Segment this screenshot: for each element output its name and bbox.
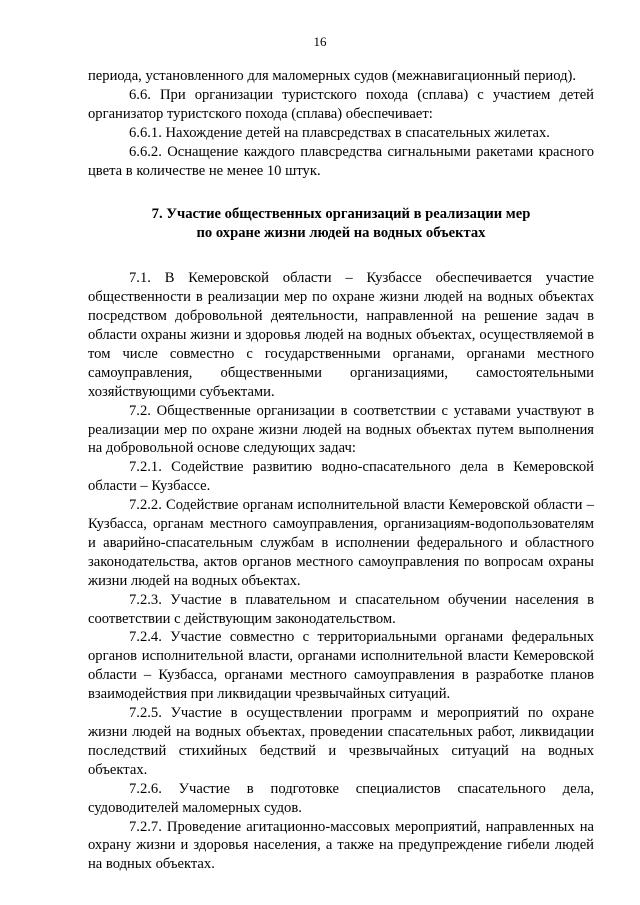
- section-heading-line: 7. Участие общественных организаций в реализации мер: [151, 206, 531, 223]
- paragraph: 7.2.2. Содействие органам исполнительной власти Кемеровской области – Кузбасса, органам местного самоуправления, организациям-водопользователям и аварийно-спасательным службам в исполнении федерального и областного законодательства, актов органов местного самоуправления по вопросам охраны жизни людей на водных объектах.: [88, 497, 594, 589]
- section-heading-line: по охране жизни людей на водных объектах: [196, 225, 486, 242]
- paragraph: 7.2. Общественные организации в соответствии с уставами участвуют в реализации мер по охране жизни людей на водных объектах путем выполнения на добровольной основе следующих задач:: [88, 402, 594, 457]
- paragraph: 6.6. При организации туристского похода (сплава) с участием детей организатор туристского похода (сплава) обеспечивает:: [88, 86, 594, 122]
- paragraph: 7.1. В Кемеровской области – Кузбассе обеспечивается участие общественности в реализации мер по охране жизни людей на водных объектах посредством добровольной деятельности, направленной на решение задач в области охраны жизни и здоровья людей на водных объектах, осуществляемой в том числе совместно с государственными органами, органами местного самоуправления, общественными организациями, самостоятельными хозяйствующими субъектами.: [88, 270, 594, 400]
- paragraph: 7.2.6. Участие в подготовке специалистов спасательного дела, судоводителей маломерных судов.: [88, 780, 594, 816]
- paragraph: 7.2.3. Участие в плавательном и спасательном обучении населения в соответствии с действующим законодательством.: [88, 591, 594, 627]
- document-body: [88, 67, 594, 874]
- page-number: 16: [313, 34, 327, 49]
- paragraph: периода, установленного для маломерных судов (межнавигационный период).: [88, 68, 577, 84]
- paragraph: 7.2.5. Участие в осуществлении программ и мероприятий по охране жизни людей на водных объектах, проведении спасательных работ, ликвидации последствий стихийных бедствий и чрезвычайных ситуаций на водных объектах.: [88, 705, 594, 778]
- paragraph: 7.2.1. Содействие развитию водно-спасательного дела в Кемеровской области – Кузбассе.: [88, 459, 594, 495]
- paragraph: 7.2.4. Участие совместно с территориальными органами федеральных органов исполнительной власти, органами исполнительной власти Кемеровской области – Кузбасса, органами местного самоуправления в разработке планов взаимодействия при ликвидации чрезвычайных ситуаций.: [88, 629, 594, 703]
- paragraph: 6.6.2. Оснащение каждого плавсредства сигнальными ракетами красного цвета в количестве не менее 10 штук.: [88, 143, 594, 179]
- section-heading: [88, 205, 594, 243]
- paragraph: 7.2.7. Проведение агитационно-массовых мероприятий, направленных на охрану жизни и здоровья населения, а также на предупреждение гибели людей на водных объектах.: [88, 818, 594, 873]
- paragraph: 6.6.1. Нахождение детей на плавсредствах в спасательных жилетах.: [129, 124, 550, 141]
